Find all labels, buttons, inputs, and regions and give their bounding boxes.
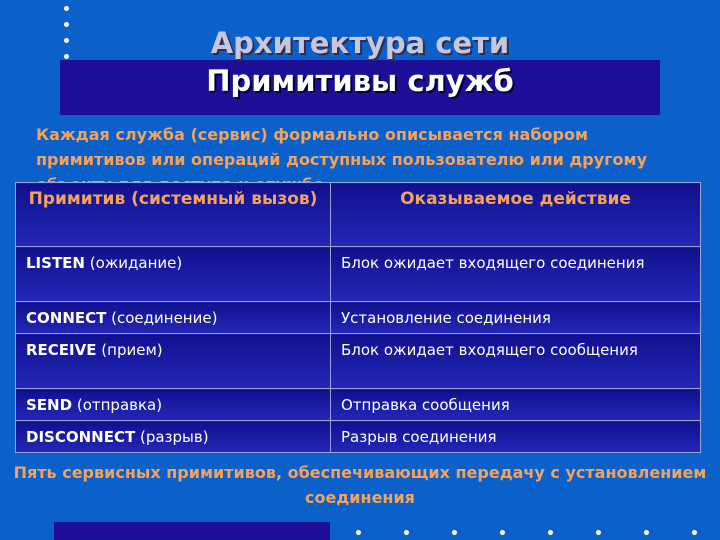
primitive-cell: [16, 247, 331, 302]
command-name: DISCONNECT: [26, 428, 136, 446]
primitive-cell: [16, 421, 331, 453]
action-cell: Установление соединения: [331, 302, 701, 334]
slide-subtitle: Примитивы служб: [206, 64, 514, 98]
decor-dot: [404, 530, 409, 535]
decor-dot: [596, 530, 601, 535]
primitive-cell: [16, 389, 331, 421]
command-name: RECEIVE: [26, 341, 97, 359]
slide-title: Архитектура сети: [210, 26, 510, 60]
header-action: Оказываемое действие: [331, 183, 701, 247]
decor-dot: [644, 530, 649, 535]
action-cell: Блок ожидает входящего соединения: [331, 247, 701, 302]
table-row: [16, 389, 701, 421]
decor-dots-bottom: [356, 530, 696, 536]
table-row: [16, 334, 701, 389]
table-row: [16, 302, 701, 334]
primitives-table: [15, 182, 701, 453]
footer-caption: Пять сервисных примитивов, обеспечивающих передачу с установлением соединения: [13, 463, 707, 507]
decor-dot: [356, 530, 361, 535]
command-note: (соединение): [111, 309, 218, 327]
command-note: (отправка): [76, 396, 163, 414]
action-cell: Блок ожидает входящего сообщения: [331, 334, 701, 389]
command-name: LISTEN: [26, 254, 85, 272]
bottom-band: [54, 522, 330, 540]
table-header-row: [16, 183, 701, 247]
action-cell: Разрыв соединения: [331, 421, 701, 453]
command-name: SEND: [26, 396, 73, 414]
primitive-cell: [16, 334, 331, 389]
primitive-cell: [16, 302, 331, 334]
decor-dot: [64, 6, 69, 11]
action-cell: Отправка сообщения: [331, 389, 701, 421]
command-note: (разрыв): [139, 428, 209, 446]
intro-text: Каждая служба (сервис) формально описывается набором примитивов или операций доступных пользователю или другому: [36, 125, 648, 169]
decor-dot: [500, 530, 505, 535]
decor-dot: [692, 530, 697, 535]
command-name: CONNECT: [26, 309, 107, 327]
header-primitive: Примитив (системный вызов): [16, 183, 331, 247]
command-note: (ожидание): [89, 254, 183, 272]
decor-dot: [452, 530, 457, 535]
table-row: [16, 247, 701, 302]
command-note: (прием): [101, 341, 163, 359]
decor-dot: [548, 530, 553, 535]
table-row: [16, 421, 701, 453]
